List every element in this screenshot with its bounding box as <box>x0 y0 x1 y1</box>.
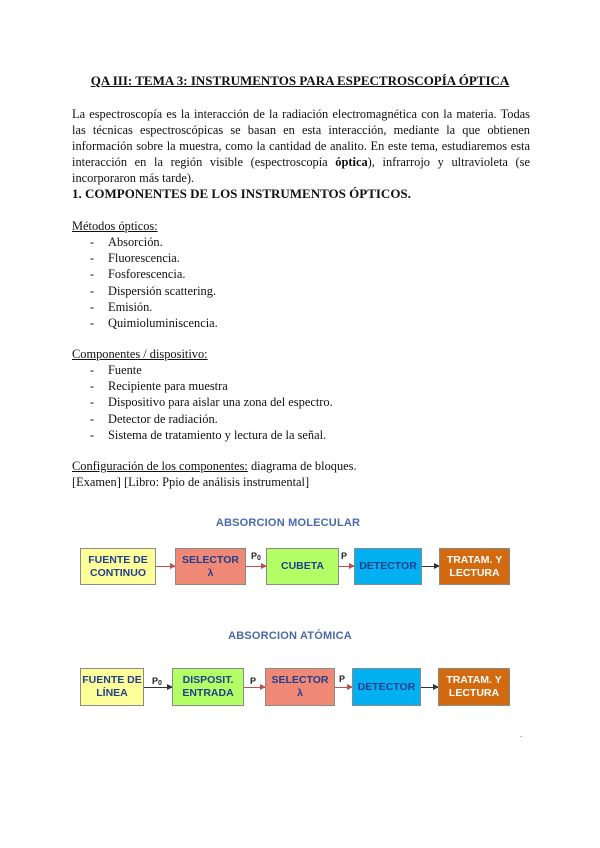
p0-label <box>251 548 261 567</box>
list-item: - Dispositivo para aislar una zona del espectro. <box>90 394 333 410</box>
list-item: - Fuente <box>90 362 333 378</box>
list-item: - Sistema de tratamiento y lectura de la señal. <box>90 427 333 443</box>
list-item: - Emisión. <box>90 299 218 315</box>
p-label: P <box>250 676 257 686</box>
treatment-box: TRATAM. Y LECTURA <box>438 668 510 706</box>
footer-mark: . <box>520 729 523 739</box>
source-line-box: FUENTE DE LÍNEA <box>80 668 144 706</box>
list-item: - Fosforescencia. <box>90 266 218 282</box>
arrow-icon <box>339 566 354 567</box>
selector-label: SELECTOR <box>271 674 329 686</box>
intro-text: La espectroscopía es la interacción de la radiación electromagnética con la materia. Todas las técnicas espectroscópicas se basan en esta interacción, mediante la que obtienen información sobre la muestra, como la cantidad de analito. En este tema, estudiaremos esta interacción en la región visible (espectroscopía <box>72 107 530 169</box>
arrow-icon <box>335 687 352 688</box>
p-label: P <box>339 674 346 684</box>
methods-list <box>90 234 218 331</box>
lambda-symbol: λ <box>207 566 214 579</box>
config-text: diagrama de bloques. <box>247 459 357 473</box>
diagram-atomic-title: ABSORCION ATÓMICA <box>228 630 352 642</box>
list-item: - Recipiente para muestra <box>90 378 333 394</box>
entrance-box: DISPOSIT. ENTRADA <box>172 668 244 706</box>
arrow-icon <box>421 687 438 688</box>
intro-paragraph <box>72 106 530 186</box>
list-item: - Dispersión scattering. <box>90 283 218 299</box>
section-heading: 1. COMPONENTES DE LOS INSTRUMENTOS ÓPTICOS. <box>72 186 411 201</box>
selector-box <box>265 668 335 706</box>
intro-bold-term: óptica <box>335 155 368 169</box>
components-label: Componentes / dispositivo: <box>72 347 208 361</box>
detector-box: DETECTOR <box>354 548 422 585</box>
config-line <box>72 458 357 474</box>
source-continuum-box: FUENTE DE CONTINUO <box>80 548 156 585</box>
detector-box: DETECTOR <box>352 668 421 706</box>
cuvette-box: CUBETA <box>266 548 339 585</box>
config-label: Configuración de los componentes: <box>72 459 248 473</box>
intro-text-end: ), infrarrojo y ultravioleta (se incorporaron más tarde). <box>72 155 530 185</box>
lambda-symbol: λ <box>297 687 303 699</box>
p0-sub: 0 <box>257 555 261 562</box>
list-item: - Fluorescencia. <box>90 250 218 266</box>
list-item: - Detector de radiación. <box>90 411 333 427</box>
methods-label: Métodos ópticos: <box>72 219 158 233</box>
p0-sub: 0 <box>158 680 162 687</box>
diagram-molecular-title: ABSORCION MOLECULAR <box>215 517 361 529</box>
page-title: QA III: TEMA 3: INSTRUMENTOS PARA ESPECTROSCOPÍA ÓPTICA <box>90 73 510 88</box>
arrow-icon <box>422 566 439 567</box>
reference-line: [Examen] [Libro: Ppio de análisis instrumental] <box>72 475 310 489</box>
p-label: P <box>341 551 348 561</box>
p0-main: P <box>251 551 258 561</box>
selector-label: SELECTOR <box>182 553 239 566</box>
list-item: - Absorción. <box>90 234 218 250</box>
p0-main: P <box>152 676 159 686</box>
selector-box <box>175 548 246 585</box>
p0-label <box>152 673 162 692</box>
arrow-icon <box>156 566 175 567</box>
treatment-box: TRATAM. Y LECTURA <box>439 548 510 585</box>
components-list <box>90 362 333 443</box>
list-item: - Quimioluminiscencia. <box>90 315 218 331</box>
